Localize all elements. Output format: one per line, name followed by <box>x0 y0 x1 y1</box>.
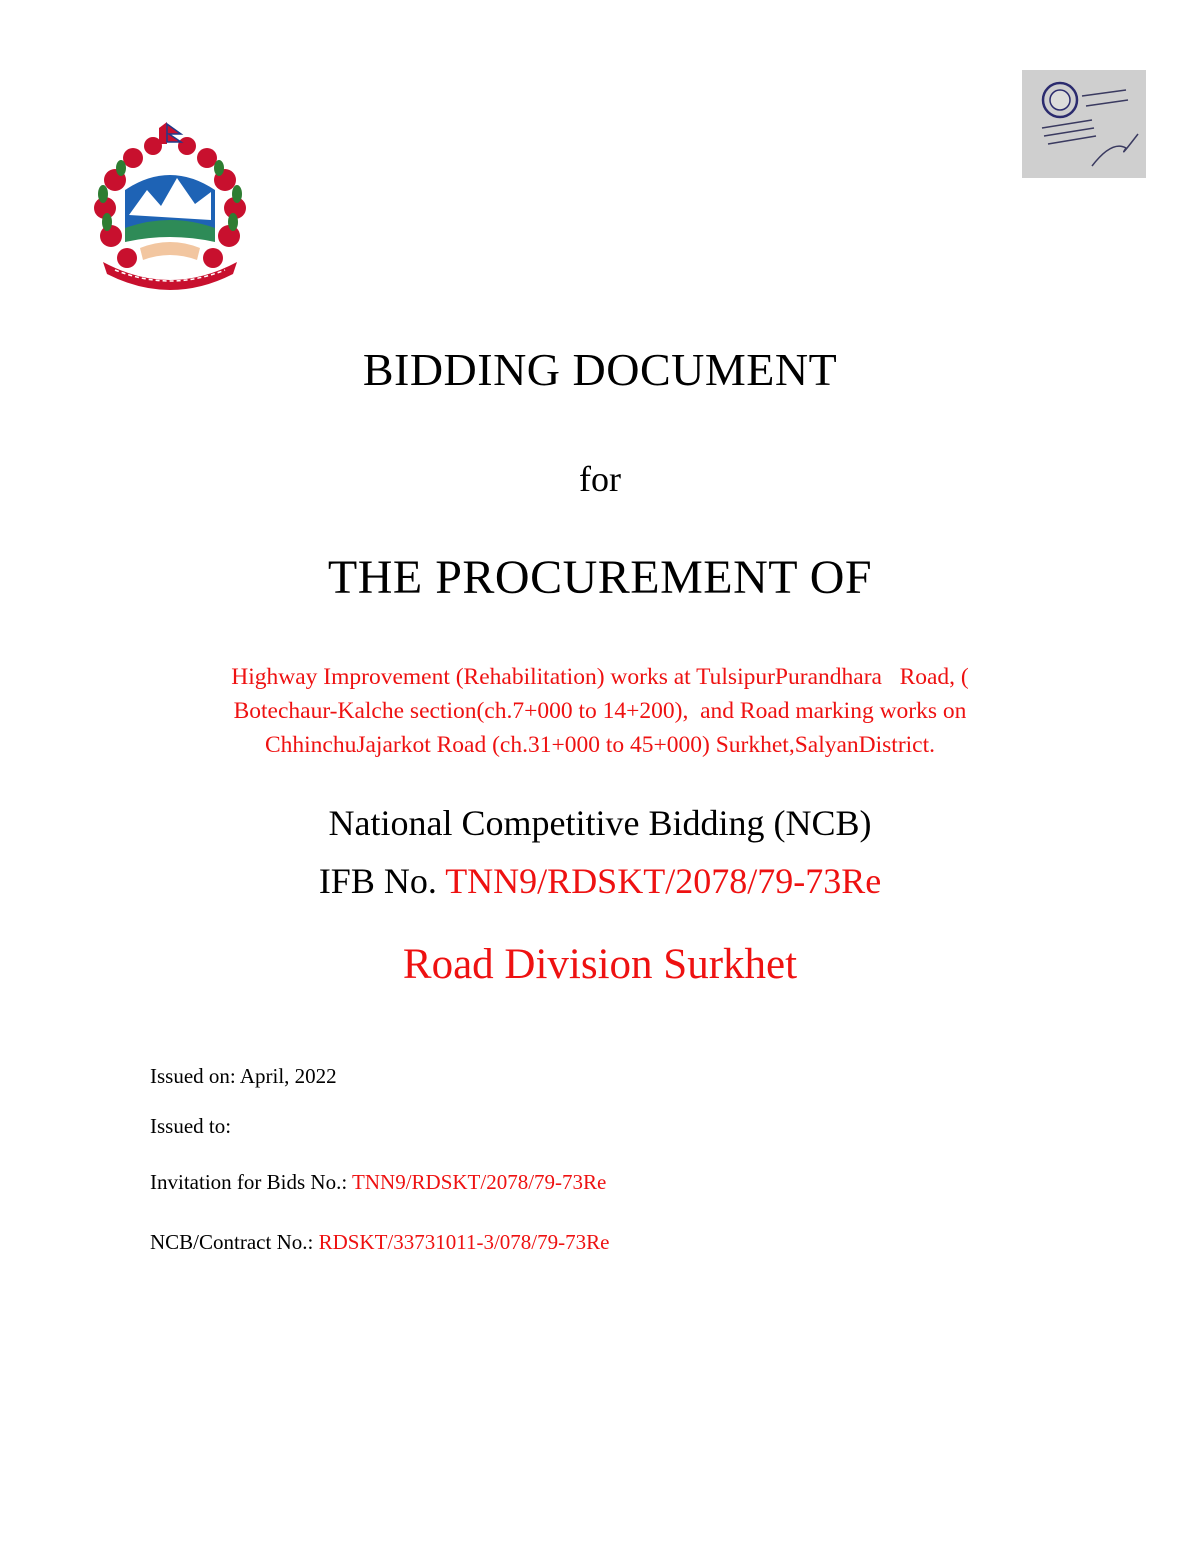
document-title: BIDDING DOCUMENT <box>362 344 838 395</box>
issued-on-value: April, 2022 <box>239 1064 337 1088</box>
nepal-emblem-icon <box>85 120 255 295</box>
issued-on-line <box>150 1062 337 1090</box>
contract-value: RDSKT/33731011-3/078/79-73Re <box>318 1230 610 1254</box>
procurement-heading: THE PROCUREMENT OF <box>327 551 873 604</box>
contract-label: NCB/Contract No.: <box>150 1230 319 1254</box>
ifb-label: IFB No. <box>318 861 446 901</box>
scope-line: Botechaur-Kalche section(ch.7+000 to 14+200), and Road marking works on <box>233 698 967 724</box>
division-name: Road Division Surkhet <box>402 941 798 988</box>
project-scope <box>0 660 1200 762</box>
issued-to-line: Issued to: <box>150 1114 232 1138</box>
for-label: for <box>579 459 621 499</box>
ifb-number-line <box>0 856 1200 906</box>
scope-line: ChhinchuJajarkot Road (ch.31+000 to 45+000) Surkhet,SalyanDistrict. <box>264 732 936 758</box>
invitation-value: TNN9/RDSKT/2078/79-73Re <box>352 1170 607 1194</box>
office-stamp-icon <box>1022 70 1146 178</box>
scope-line: Highway Improvement (Rehabilitation) works at TulsipurPurandhara Road, ( <box>231 664 969 690</box>
invitation-line <box>150 1168 606 1196</box>
issued-on-label: Issued on: <box>150 1064 240 1088</box>
invitation-label: Invitation for Bids No.: <box>150 1170 353 1194</box>
contract-line <box>150 1228 609 1256</box>
bidding-type: National Competitive Bidding (NCB) <box>328 803 872 843</box>
ifb-number: TNN9/RDSKT/2078/79-73Re <box>445 861 882 901</box>
